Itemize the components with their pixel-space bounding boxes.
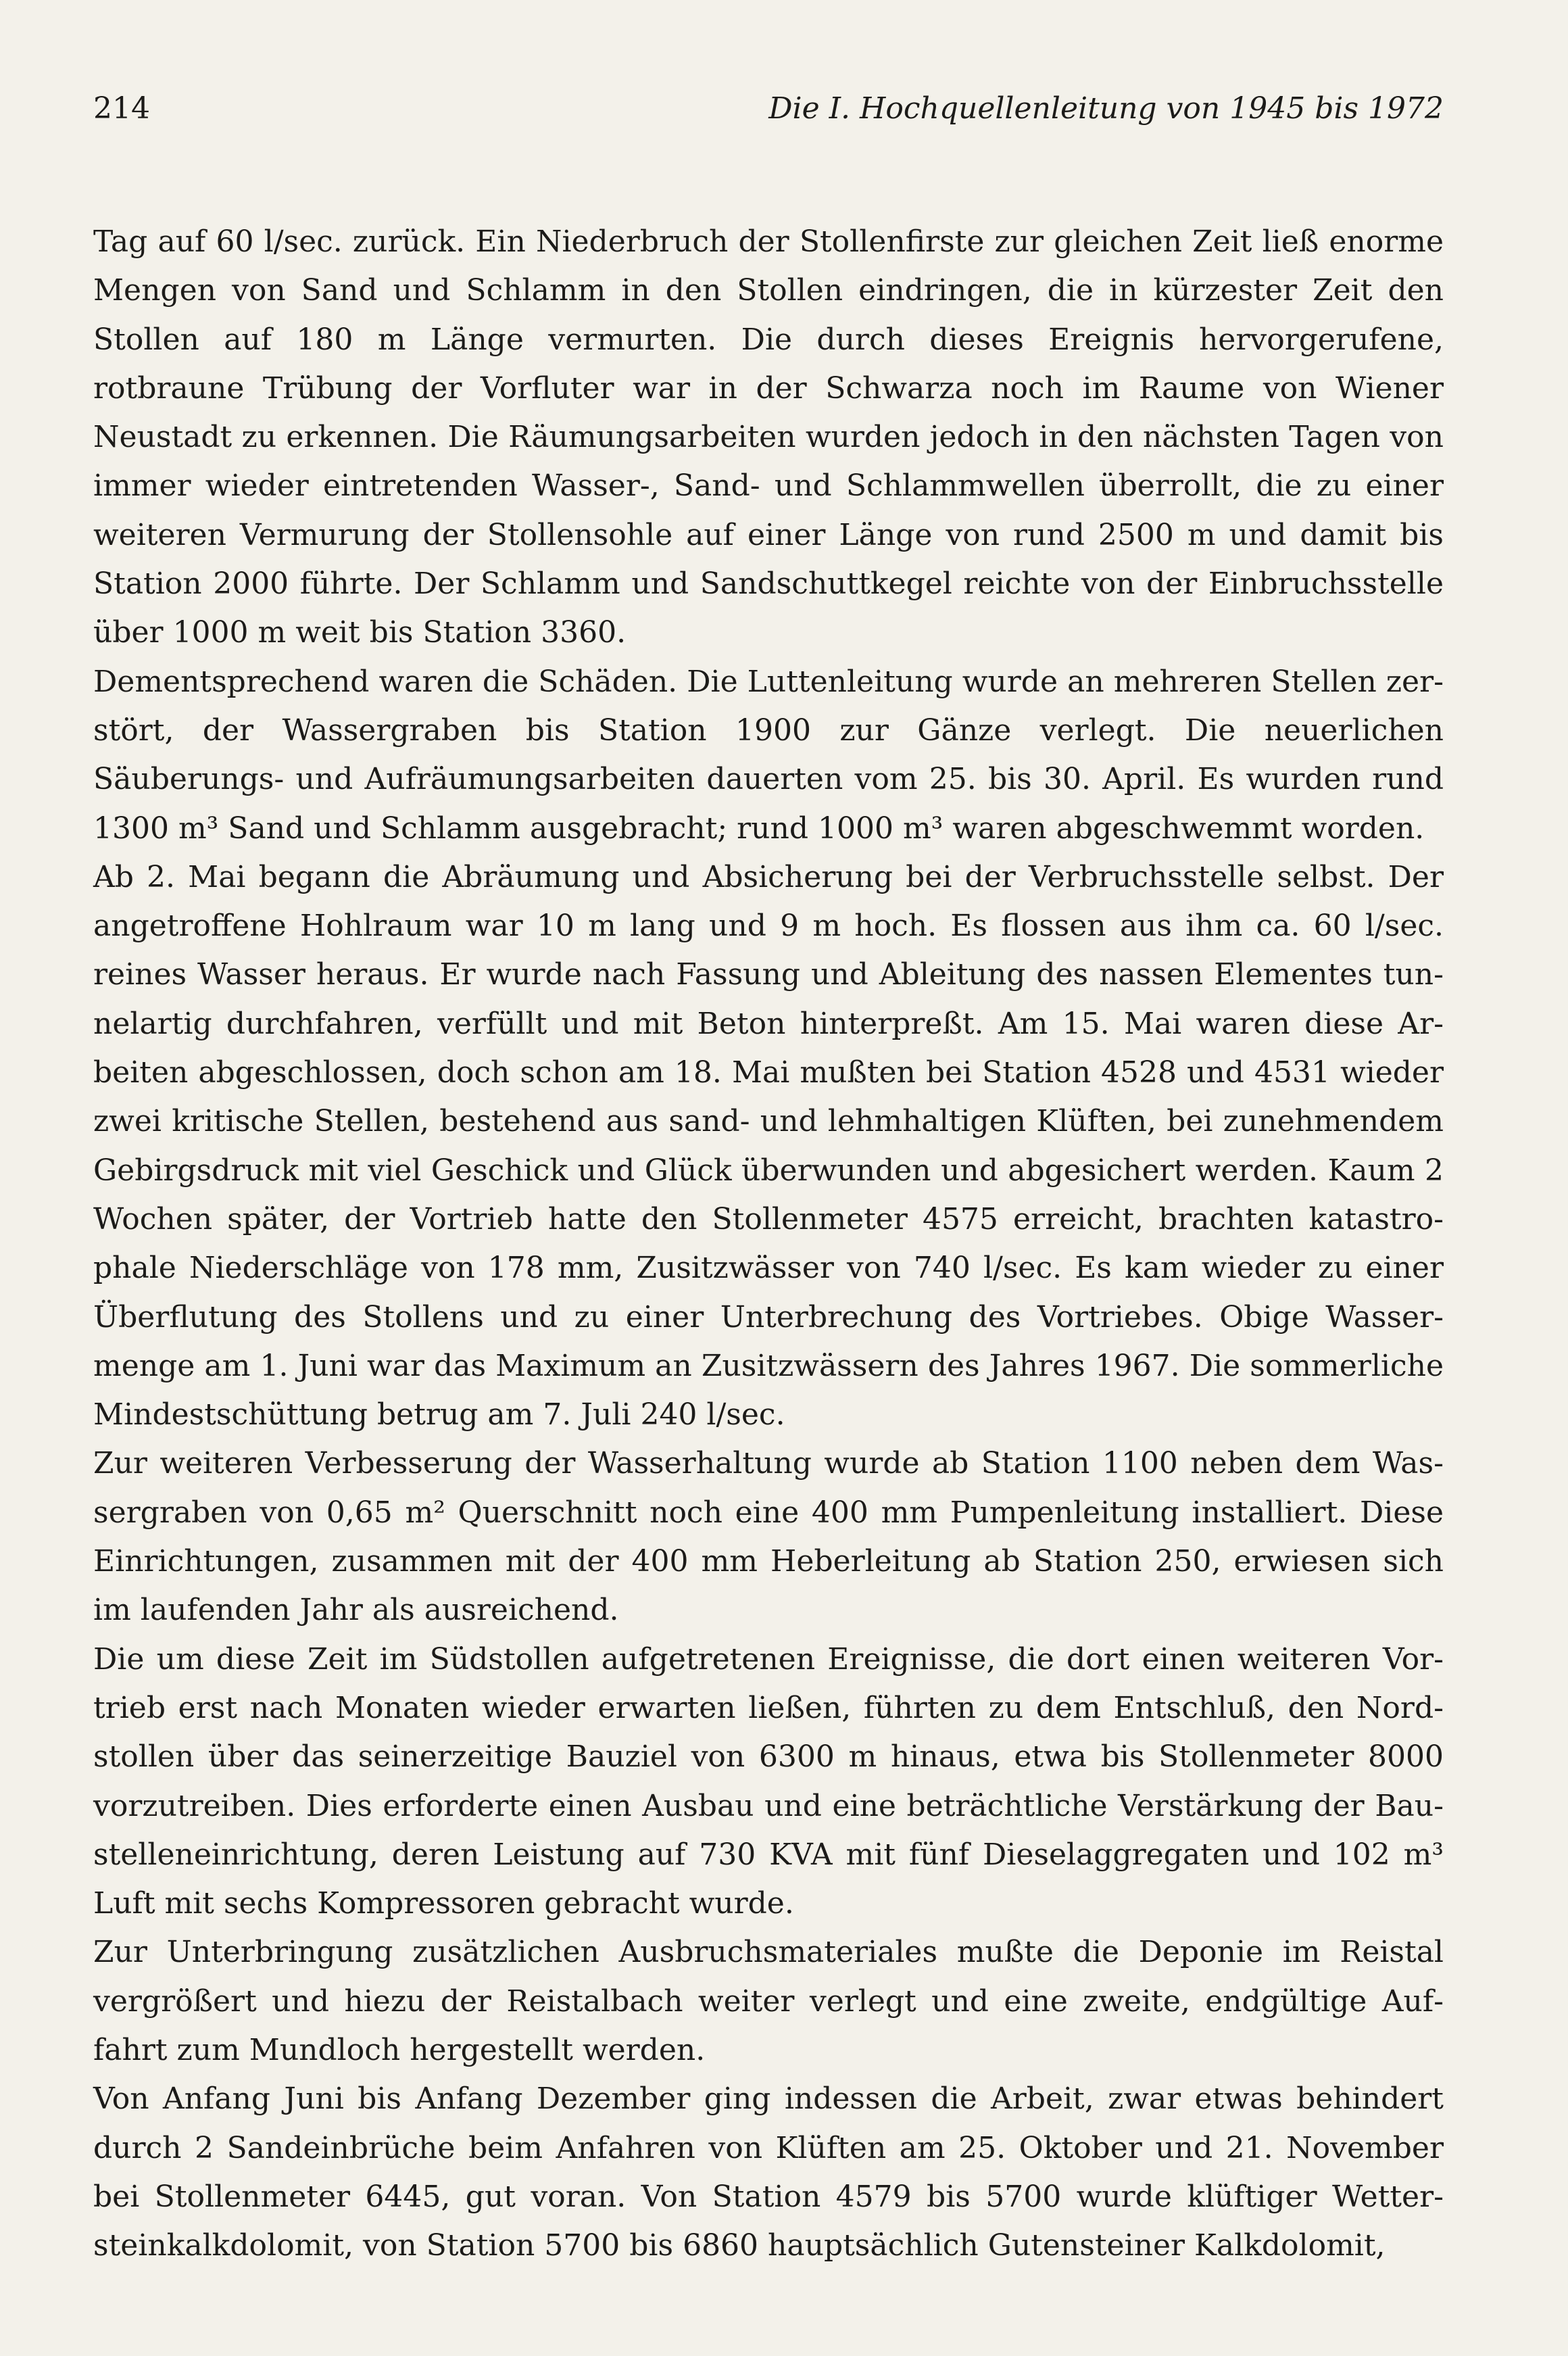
paragraph: Zur Unterbringung zusätzlichen Ausbruchsmateriales mußte die Deponie im Reistal vergrößert und hiezu der Reistalbach weiter verlegt und eine zweite, endgültige Auffahrt zum Mundloch hergestellt werden. [93,1935,1444,2067]
paragraph: Ab 2. Mai begann die Abräumung und Absicherung bei der Verbruchsstelle selbst. Der angetroffene Hohlraum war 10 m lang und 9 m hoch. Es flossen aus ihm ca. 60 l/sec. reines Wasser heraus. Er wurde nach Fassung und Ableitung des nassen Elementes tunnelartig durchfahren, verfüllt und mit Beton hinterpreßt. Am 15. Mai waren diese Arbeiten abgeschlossen, doch schon am 18. Mai mußten bei Station 4528 und 4531 wieder zwei kritische Stellen, bestehend aus sand- und lehmhaltigen Klüften, bei zunehmendem Gebirgsdruck mit viel Geschick und Glück überwunden und abgesichert werden. Kaum 2 Wochen später, der Vortrieb hatte den Stollenmeter 4575 erreicht, brachten katastrophale Niederschläge von 178 mm, Zusitzwässer von 740 l/sec. Es kam wieder zu einer Überflutung des Stollens und zu einer Unterbrechung des Vortriebes. Obige Wassermenge am 1. Juni war das Maximum an Zusitzwässern des Jahres 1967. Die sommerliche Mindestschüttung betrug am 7. Juli 240 l/sec. [93,859,1444,1433]
paragraph: Zur weiteren Verbesserung der Wasserhaltung wurde ab Station 1100 neben dem Wassergraben von 0,65 m² Querschnitt noch eine 400 mm Pumpenleitung installiert. Diese Einrichtungen, zusammen mit der 400 mm Heberleitung ab Station 250, erwiesen sich im laufenden Jahr als ausreichend. [93,1446,1444,1628]
paragraph: Dementsprechend waren die Schäden. Die Luttenleitung wurde an mehreren Stellen zerstört, der Wassergraben bis Station 1900 zur Gänze verlegt. Die neuerlichen Säuberungs- und Aufräumungsarbeiten dauerten vom 25. bis 30. April. Es wurden rund 1300 m³ Sand und Schlamm ausgebracht; rund 1000 m³ waren abgeschwemmt worden. [93,664,1444,846]
running-header [93,85,1444,133]
paragraph: Von Anfang Juni bis Anfang Dezember ging indessen die Arbeit, zwar etwas behindert durch 2 Sandeinbrüche beim Anfahren von Klüften am 25. Oktober und 21. November bei Stollenmeter 6445, gut voran. Von Station 4579 bis 5700 wurde klüftiger Wettersteinkalkdolomit, von Station 5700 bis 6860 hauptsächlich Gutensteiner Kalkdolomit, [93,2082,1444,2263]
page-number: 214 [93,91,150,126]
running-title: Die I. Hochquellenleitung von 1945 bis 1972 [768,91,1444,126]
paragraph: Tag auf 60 l/sec. zurück. Ein Niederbruch der Stollenfirste zur gleichen Zeit ließ enorme Mengen von Sand und Schlamm in den Stollen eindringen, die in kürzester Zeit den Stollen auf 180 m Länge vermurten. Die durch dieses Ereignis hervorgerufene, rotbraune Trübung der Vorfluter war in der Schwarza noch im Raume von Wiener Neustadt zu erkennen. Die Räumungsarbeiten wurden jedoch in den nächsten Tagen von immer wieder eintretenden Wasser-, Sand- und Schlammwellen überrollt, die zu einer weiteren Vermurung der Stollensohle auf einer Länge von rund 2500 m und damit bis Station 2000 führte. Der Schlamm und Sandschuttkegel reichte von der Einbruchsstelle über 1000 m weit bis Station 3360. [93,224,1444,650]
body-text [93,218,1444,2270]
paragraph: Die um diese Zeit im Südstollen aufgetretenen Ereignisse, die dort einen weiteren Vortrieb erst nach Monaten wieder erwarten ließen, führten zu dem Entschluß, den Nordstollen über das seinerzeitige Bauziel von 6300 m hinaus, etwa bis Stollenmeter 8000 vorzutreiben. Dies erforderte einen Ausbau und eine beträchtliche Verstärkung der Baustelleneinrichtung, deren Leistung auf 730 KVA mit fünf Dieselaggregaten und 102 m³ Luft mit sechs Kompressoren gebracht wurde. [93,1641,1444,1921]
